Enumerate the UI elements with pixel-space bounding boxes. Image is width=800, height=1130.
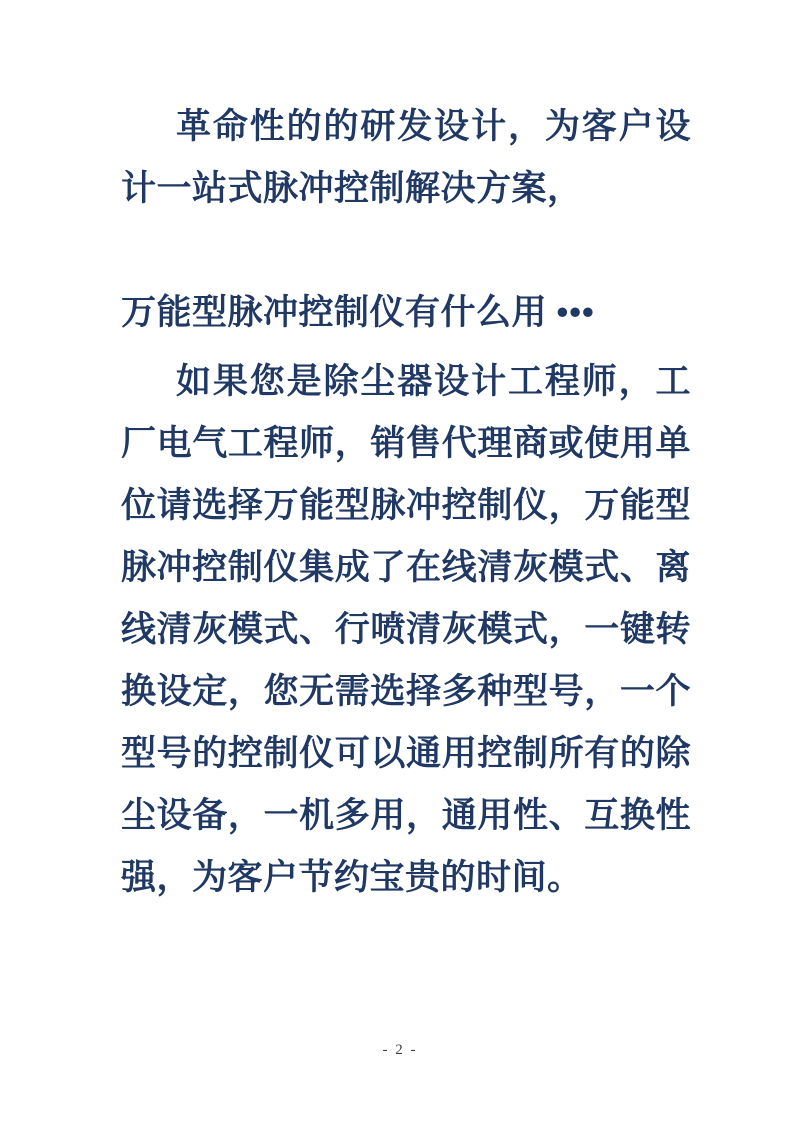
- body-paragraph: 如果您是除尘器设计工程师，工厂电气工程师，销售代理商或使用单位请选择万能型脉冲控制仪，万能型脉冲控制仪集成了在线清灰模式、离线清灰模式、行喷清灰模式，一键转换设定，您无需选择多种型号，一个型号的控制仪可以通用控制所有的除尘设备，一机多用，通用性、互换性强，为客户节约宝贵的时间。: [121, 362, 691, 897]
- page-content: [121, 96, 691, 909]
- page-number: - 2 -: [382, 1042, 418, 1058]
- blank-line-spacer: [121, 220, 691, 282]
- section-heading: 万能型脉冲控制仪有什么用 •••: [121, 293, 595, 332]
- intro-paragraph: 革命性的的研发设计，为客户设计一站式脉冲控制解决方案，: [121, 107, 691, 208]
